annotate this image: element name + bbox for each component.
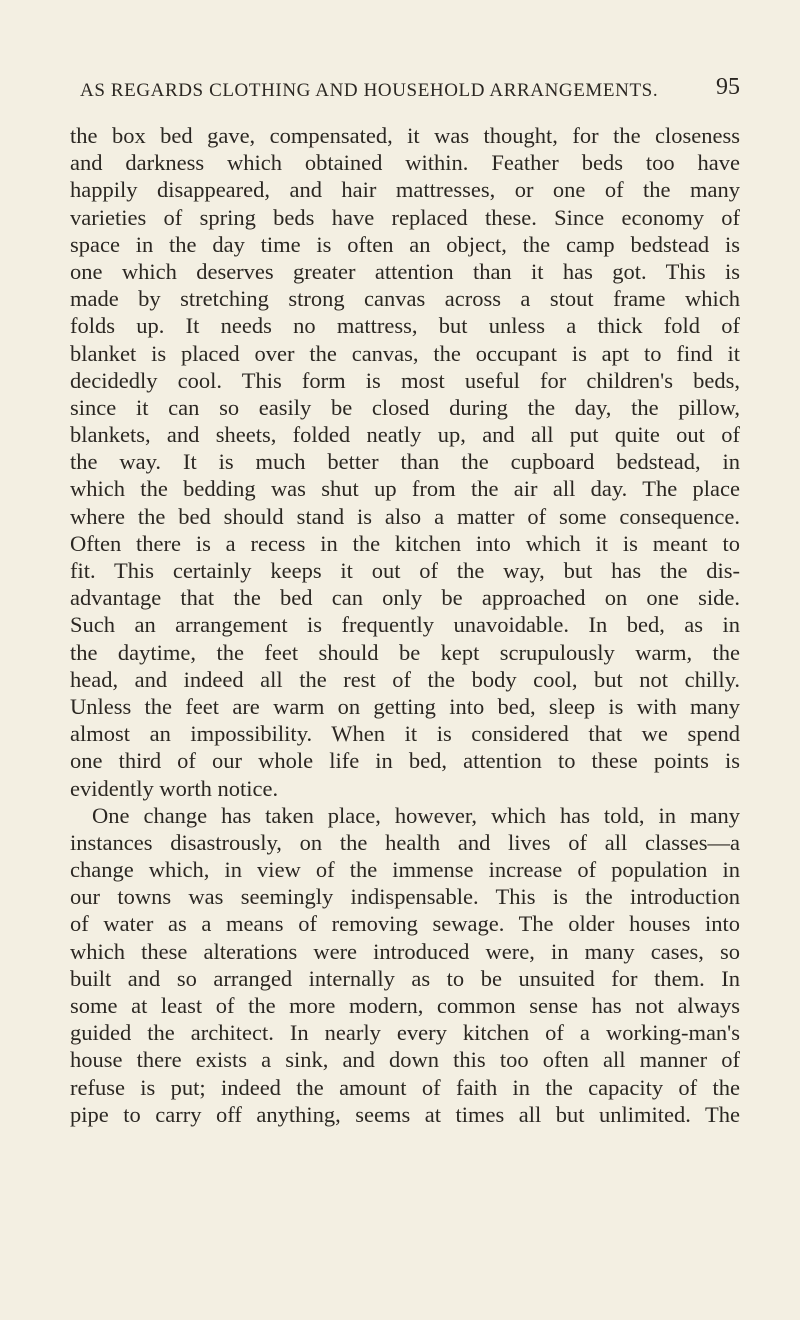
text-line: built and so arranged internally as to be unsuited for them. In <box>70 965 740 991</box>
running-title: AS REGARDS CLOTHING AND HOUSEHOLD ARRANGEMENTS. <box>80 80 659 101</box>
text-line: one third of our whole life in bed, attention to these points is <box>70 748 740 774</box>
text-line: fit. This certainly keeps it out of the way, but has the dis- <box>70 558 740 583</box>
text-line: the way. It is much better than the cupboard bedstead, in <box>70 449 740 475</box>
text-line: some at least of the more modern, common sense has not always <box>70 993 740 1018</box>
text-line: pipe to carry off anything, seems at times all but unlimited. The <box>70 1101 740 1127</box>
text-line: of water as a means of removing sewage. The older houses into <box>70 911 740 937</box>
text-line: and darkness which obtained within. Feather beds too have <box>70 150 740 176</box>
text-line: where the bed should stand is also a matter of some consequence. <box>70 503 740 529</box>
text-line: almost an impossibility. When it is considered that we spend <box>70 721 740 747</box>
text-line: folds up. It needs no mattress, but unless a thick fold of <box>70 313 740 339</box>
paragraph-start-line: One change has taken place, however, which has told, in many <box>92 802 740 828</box>
page-number: 95 <box>716 74 740 100</box>
running-header <box>70 74 740 110</box>
text-line: decidedly cool. This form is most useful for children's beds, <box>70 367 740 393</box>
text-line: made by stretching strong canvas across a stout frame which <box>70 286 740 312</box>
text-line: one which deserves greater attention than it has got. This is <box>70 258 740 284</box>
text-line: advantage that the bed can only be approached on one side. <box>70 585 740 611</box>
text-line: Unless the feet are warm on getting into bed, sleep is with many <box>70 693 740 719</box>
text-line: change which, in view of the immense increase of population in <box>70 857 740 883</box>
text-line: our towns was seemingly indispensable. This is the introduction <box>70 884 740 910</box>
text-line: blankets, and sheets, folded neatly up, and all put quite out of <box>70 422 740 448</box>
text-line: guided the architect. In nearly every kitchen of a working-man's <box>70 1020 740 1046</box>
text-line: which these alterations were introduced were, in many cases, so <box>70 938 740 964</box>
text-line: head, and indeed all the rest of the body cool, but not chilly. <box>70 666 740 692</box>
text-line: instances disastrously, on the health and lives of all classes—a <box>70 829 740 855</box>
text-line: refuse is put; indeed the amount of faith in the capacity of the <box>70 1074 740 1100</box>
text-line: since it can so easily be closed during the day, the pillow, <box>70 394 740 420</box>
text-line: happily disappeared, and hair mattresses, or one of the many <box>70 177 740 203</box>
text-line: the box bed gave, compensated, it was thought, for the closeness <box>70 123 740 148</box>
text-line: the daytime, the feet should be kept scrupulously warm, the <box>70 639 740 665</box>
text-line: Such an arrangement is frequently unavoidable. In bed, as in <box>70 612 740 638</box>
body-text <box>70 122 740 1128</box>
paragraph-end-line: evidently worth notice. <box>70 775 279 801</box>
text-line: Often there is a recess in the kitchen into which it is meant to <box>70 530 740 556</box>
text-line: house there exists a sink, and down this too often all manner of <box>70 1047 740 1073</box>
text-line: blanket is placed over the canvas, the occupant is apt to find it <box>70 340 740 366</box>
text-line: varieties of spring beds have replaced these. Since economy of <box>70 204 740 230</box>
text-line: which the bedding was shut up from the air all day. The place <box>70 476 740 502</box>
text-line: space in the day time is often an object, the camp bedstead is <box>70 231 740 257</box>
